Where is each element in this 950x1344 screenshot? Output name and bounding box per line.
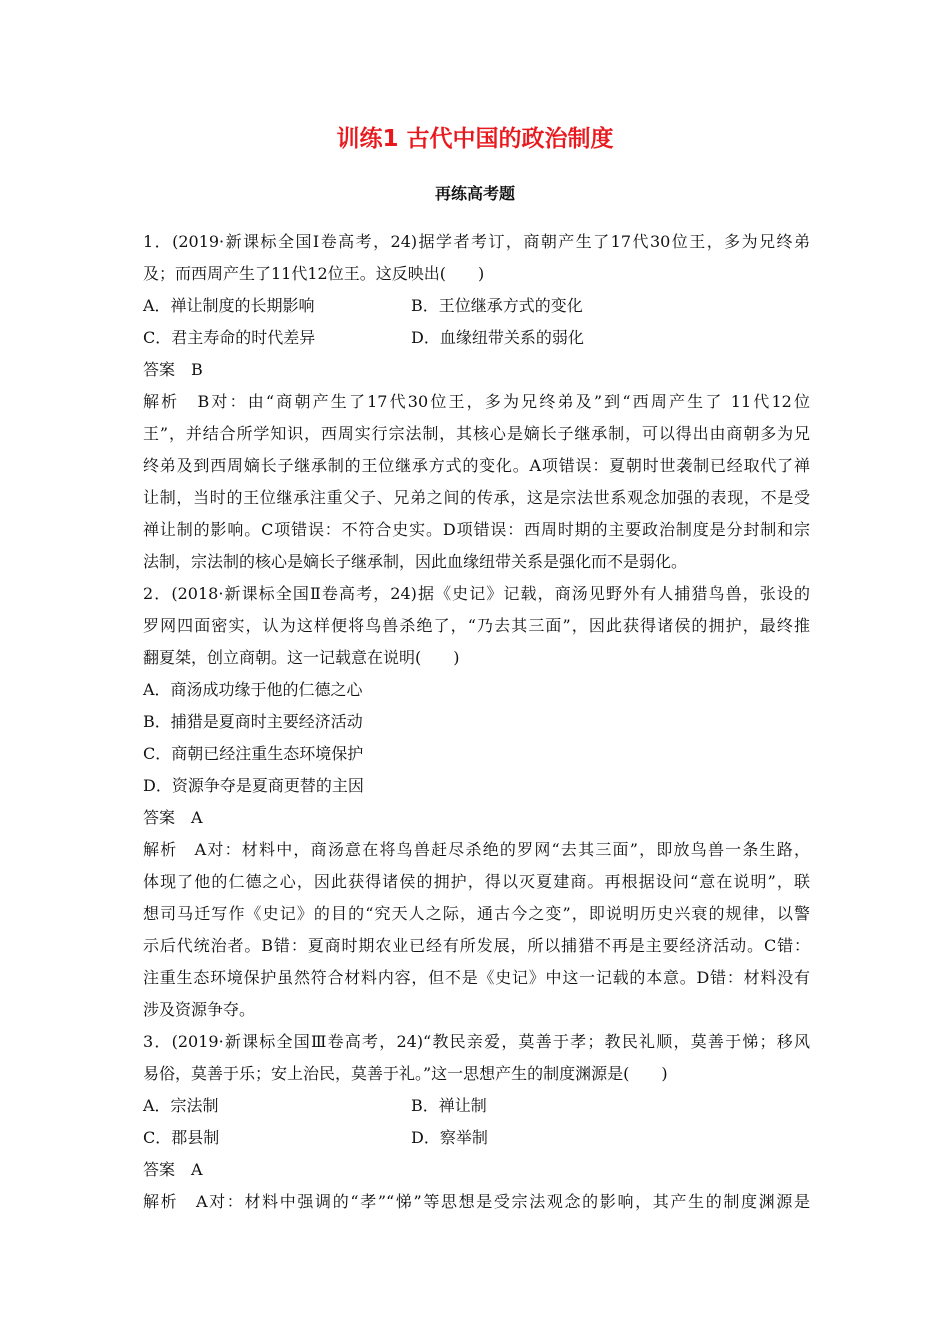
option-b: B．王位继承方式的变化 (411, 296, 583, 315)
analysis-line: 体现了他的仁德之心，因此获得诸侯的拥护，得以灭夏建商。再根据设问“意在说明”，联 (143, 872, 810, 891)
option-a: A．商汤成功缘于他的仁德之心 (143, 680, 363, 699)
question-2 (143, 578, 810, 1026)
options-row (143, 322, 810, 354)
analysis-line: 禅让制的影响。C项错误：不符合史实。D项错误：西周时期的主要政治制度是分封制和宗 (143, 520, 810, 539)
page-title: 训练1 古代中国的政治制度 (336, 126, 614, 152)
option-c: C．郡县制 (143, 1128, 220, 1147)
document-body (143, 226, 810, 1218)
option-b: B．禅让制 (411, 1096, 487, 1115)
question-1 (143, 226, 810, 578)
option-d: D．察举制 (411, 1128, 488, 1147)
question-stem-line: 2．(2018·新课标全国Ⅱ卷高考，24)据《史记》记载，商汤见野外有人捕猎鸟兽，张设的 (143, 584, 810, 603)
question-stem-line: 翻夏桀，创立商朝。这一记载意在说明( ) (143, 648, 460, 667)
answer-line: 答案 B (143, 360, 203, 379)
option-c: C．君主寿命的时代差异 (143, 328, 316, 347)
analysis-line: 涉及资源争夺。 (143, 1000, 256, 1019)
section-subtitle: 再练高考题 (434, 184, 515, 203)
analysis-line: 王”，并结合所学知识，西周实行宗法制，其核心是嫡长子继承制，可以得出由商朝多为兄 (143, 424, 810, 443)
analysis-line: 解析 A对：材料中，商汤意在将鸟兽赶尽杀绝的罗网“去其三面”，即放鸟兽一条生路， (143, 840, 810, 859)
analysis-line: 法制，宗法制的核心是嫡长子继承制，因此血缘纽带关系是强化而不是弱化。 (143, 552, 688, 571)
question-stem-line: 罗网四面密实，认为这样便将鸟兽杀绝了，“乃去其三面”，因此获得诸侯的拥护，最终推 (143, 616, 810, 635)
analysis-line: 示后代统治者。B错：夏商时期农业已经有所发展，所以捕猎不再是主要经济活动。C错： (143, 936, 810, 955)
question-stem-line: 1．(2019·新课标全国Ⅰ卷高考，24)据学者考订，商朝产生了17代30位王，多为兄终弟 (143, 232, 810, 251)
analysis-line: 解析 B对：由“商朝产生了17代30位王，多为兄终弟及”到“西周产生了 11代12位 (143, 392, 810, 411)
option-d: D．资源争夺是夏商更替的主因 (143, 776, 364, 795)
answer-line: 答案 A (143, 1160, 203, 1179)
question-stem-line: 易俗，莫善于乐；安上治民，莫善于礼。”这一思想产生的制度渊源是( ) (143, 1064, 668, 1083)
analysis-line: 终弟及到西周嫡长子继承制的王位继承方式的变化。A项错误：夏朝时世袭制已经取代了禅 (143, 456, 810, 475)
options-row (143, 1122, 810, 1154)
analysis-line: 注重生态环境保护虽然符合材料内容，但不是《史记》中这一记载的本意。D错：材料没有 (143, 968, 810, 987)
question-3 (143, 1026, 810, 1218)
answer-line: 答案 A (143, 808, 203, 827)
analysis-line: 想司马迁写作《史记》的目的“究天人之际，通古今之变”，即说明历史兴衰的规律，以警 (143, 904, 810, 923)
option-a: A．宗法制 (143, 1096, 219, 1115)
option-b: B．捕猎是夏商时主要经济活动 (143, 712, 363, 731)
options-row (143, 290, 810, 322)
question-stem-line: 及；而西周产生了11代12位王。这反映出( ) (143, 264, 485, 283)
option-d: D．血缘纽带关系的弱化 (411, 328, 584, 347)
analysis-line: 解析 A对：材料中强调的“孝”“悌”等思想是受宗法观念的影响，其产生的制度渊源是 (143, 1192, 810, 1211)
option-a: A．禅让制度的长期影响 (143, 296, 315, 315)
option-c: C．商朝已经注重生态环境保护 (143, 744, 364, 763)
analysis-line: 让制，当时的王位继承注重父子、兄弟之间的传承，这是宗法世系观念加强的表现，不是受 (143, 488, 810, 507)
options-row (143, 1090, 810, 1122)
question-stem-line: 3．(2019·新课标全国Ⅲ卷高考，24)“教民亲爱，莫善于孝；教民礼顺，莫善于悌；移风 (143, 1032, 810, 1051)
